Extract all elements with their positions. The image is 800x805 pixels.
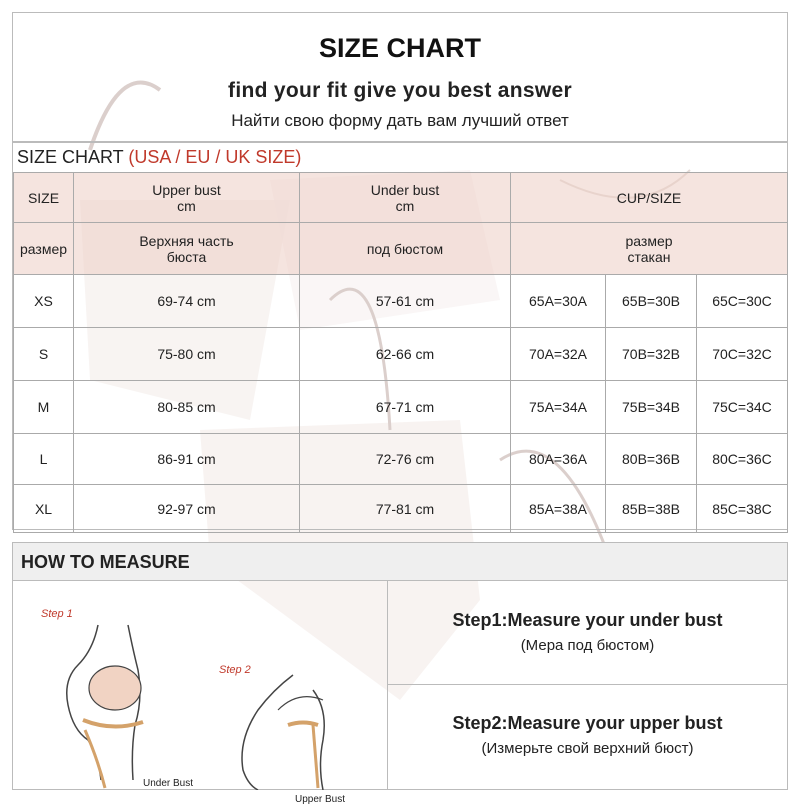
table-row — [14, 275, 788, 328]
how-to-measure-box — [12, 542, 788, 805]
header-size-ru: размер — [14, 223, 74, 275]
table-row — [14, 328, 788, 381]
cell-cup-c: 75C=34C — [697, 381, 788, 434]
cell-size: XS — [14, 275, 74, 328]
cell-cup-a: 85A=38A — [511, 485, 606, 533]
cell-size: S — [14, 328, 74, 381]
fig2-caption: Upper Bust — [295, 794, 346, 805]
cell-cup-c: 80C=36C — [697, 434, 788, 485]
measure-illustrations — [13, 580, 388, 805]
cell-cup-a: 75A=34A — [511, 381, 606, 434]
how-to-measure-header — [13, 543, 787, 581]
step2-text: Step2:Measure your upper bust — [452, 713, 723, 733]
cell-under: 72-76 cm — [300, 434, 511, 485]
header-box — [12, 12, 788, 142]
under-bust-figure-illustration — [43, 620, 193, 790]
cell-under: 62-66 cm — [300, 328, 511, 381]
cell-under: 67-71 cm — [300, 381, 511, 434]
header-cup-size: CUP/SIZE — [511, 173, 788, 223]
cell-under: 77-81 cm — [300, 485, 511, 533]
step2-text-ru: (Измерьте свой верхний бюст) — [481, 740, 694, 757]
step1 — [388, 610, 787, 654]
page-subtitle: find your fit give you best answer — [228, 79, 572, 102]
header-upper-bust: Upper bust cm — [74, 173, 300, 223]
chart-title-region: (USA / EU / UK SIZE) — [128, 147, 302, 167]
cell-cup-b: 70B=32B — [606, 328, 697, 381]
cell-upper: 75-80 cm — [74, 328, 300, 381]
cell-cup-a: 70A=32A — [511, 328, 606, 381]
header-under-bust: Under bust cm — [300, 173, 511, 223]
fig1-caption: Under Bust — [143, 778, 194, 789]
header-upper-bust-ru: Верхняя часть бюста — [74, 223, 300, 275]
step1-text-ru: (Мера под бюстом) — [520, 637, 655, 654]
table-row — [14, 434, 788, 485]
cell-cup-c: 65C=30C — [697, 275, 788, 328]
chart-title-prefix: SIZE CHART — [17, 147, 129, 167]
fig2-label: Step 2 — [219, 664, 251, 676]
table-row — [14, 485, 788, 533]
cell-upper: 86-91 cm — [74, 434, 300, 485]
chart-title — [17, 147, 301, 168]
cell-cup-b: 85B=38B — [606, 485, 697, 533]
header-size: SIZE — [14, 173, 74, 223]
size-table — [13, 172, 788, 533]
table-header-row — [14, 173, 788, 223]
cell-cup-a: 80A=36A — [511, 434, 606, 485]
cell-cup-c: 85C=38C — [697, 485, 788, 533]
how-to-measure-title: HOW TO MEASURE — [21, 552, 190, 572]
measure-steps — [388, 580, 787, 789]
page-title: SIZE CHART — [319, 33, 481, 63]
step2 — [388, 713, 787, 757]
cell-upper: 80-85 cm — [74, 381, 300, 434]
header-under-bust-ru: под бюстом — [300, 223, 511, 275]
cell-cup-b: 80B=36B — [606, 434, 697, 485]
cell-cup-b: 65B=30B — [606, 275, 697, 328]
cell-size: L — [14, 434, 74, 485]
cell-size: XL — [14, 485, 74, 533]
cell-upper: 69-74 cm — [74, 275, 300, 328]
step1-text: Step1:Measure your under bust — [452, 610, 723, 630]
cell-under: 57-61 cm — [300, 275, 511, 328]
cell-cup-b: 75B=34B — [606, 381, 697, 434]
table-row — [14, 381, 788, 434]
header-cup-ru: размер стакан — [511, 223, 788, 275]
cell-upper: 92-97 cm — [74, 485, 300, 533]
cell-cup-c: 70C=32C — [697, 328, 788, 381]
fig1-label: Step 1 — [41, 608, 73, 620]
table-header-row-ru — [14, 223, 788, 275]
cell-cup-a: 65A=30A — [511, 275, 606, 328]
upper-bust-figure-illustration — [218, 670, 358, 790]
size-chart — [12, 142, 788, 530]
cell-size: M — [14, 381, 74, 434]
page-subtitle-ru: Найти свою форму дать вам лучший ответ — [231, 111, 569, 130]
step-divider — [388, 684, 787, 685]
